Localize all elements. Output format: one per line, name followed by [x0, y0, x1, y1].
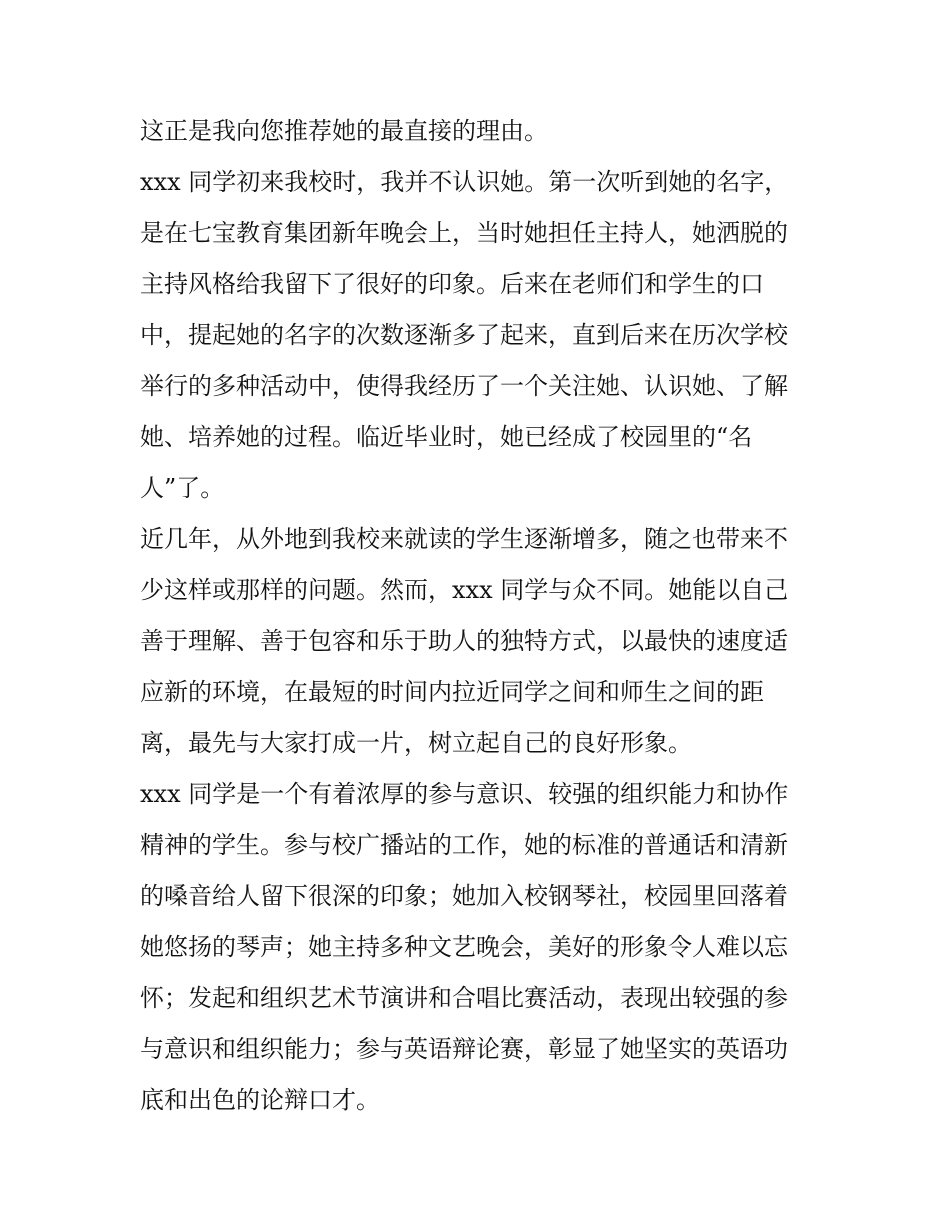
text-line-19: 与意识和组织能力；参与英语辩论赛，彰显了她坚实的英语功 — [140, 1035, 788, 1063]
text-line-12: 应新的环境，在最短的时间内拉近同学之间和师生之间的距 — [140, 678, 764, 706]
letter-body — [140, 106, 815, 1126]
text-line-14: xxx 同学是一个有着浓厚的参与意识、较强的组织能力和协作 — [140, 780, 789, 808]
text-line-11: 善于理解、善于包容和乐于助人的独特方式，以最快的速度适 — [140, 627, 788, 655]
text-line-16: 的嗓音给人留下很深的印象；她加入校钢琴社，校园里回落着 — [140, 882, 788, 910]
text-line-15: 精神的学生。参与校广播站的工作，她的标准的普通话和清新 — [140, 831, 788, 859]
text-line-2: xxx 同学初来我校时，我并不认识她。第一次听到她的名字， — [140, 168, 789, 196]
text-line-10: 少这样或那样的问题。然而，xxx 同学与众不同。她能以自己 — [140, 576, 789, 604]
text-line-6: 举行的多种活动中，使得我经历了一个关注她、认识她、了解 — [140, 372, 788, 400]
text-line-9: 近几年，从外地到我校来就读的学生逐渐增多，随之也带来不 — [140, 525, 788, 553]
text-line-17: 她悠扬的琴声；她主持多种文艺晚会，美好的形象令人难以忘 — [140, 933, 788, 961]
text-line-1: 这正是我向您推荐她的最直接的理由。 — [140, 117, 548, 145]
text-line-8: 人”了。 — [140, 474, 225, 502]
text-line-18: 怀；发起和组织艺术节演讲和合唱比赛活动，表现出较强的参 — [140, 984, 788, 1012]
text-line-5: 中，提起她的名字的次数逐渐多了起来，直到后来在历次学校 — [140, 321, 788, 349]
text-line-4: 主持风格给我留下了很好的印象。后来在老师们和学生的口 — [140, 270, 764, 298]
text-line-20: 底和出色的论辩口才。 — [140, 1086, 380, 1114]
text-line-7: 她、培养她的过程。临近毕业时，她已经成了校园里的“名 — [140, 423, 753, 451]
text-line-13: 离，最先与大家打成一片，树立起自己的良好形象。 — [140, 729, 692, 757]
text-line-3: 是在七宝教育集团新年晚会上，当时她担任主持人，她洒脱的 — [140, 219, 788, 247]
